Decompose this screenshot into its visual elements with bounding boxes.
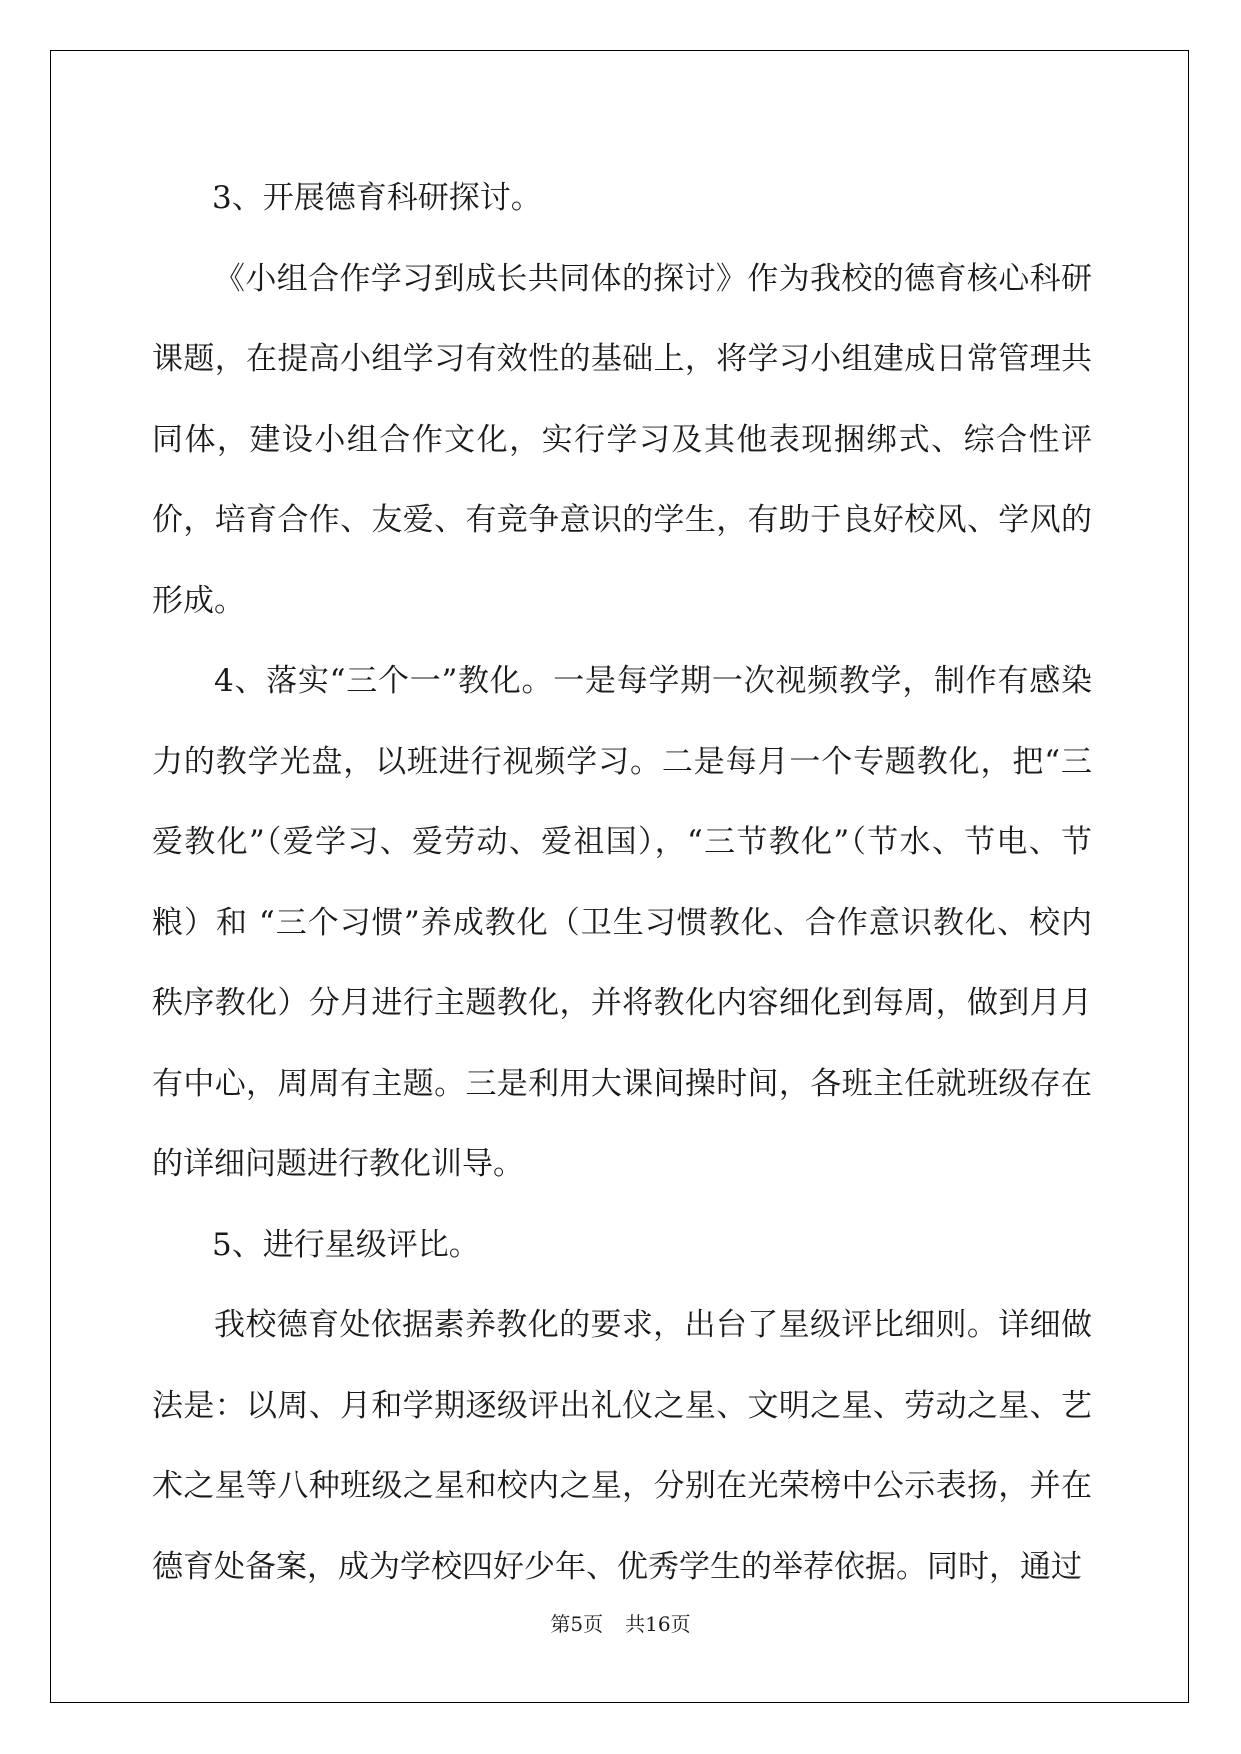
section-heading: 3、开展德育科研探讨。 [212, 180, 542, 216]
document-body [152, 158, 1092, 1607]
page-footer [0, 1608, 1241, 1637]
body-paragraph: 我校德育处依据素养教化的要求，出台了星级评比细则。详细做法是：以周、月和学期逐级评出礼仪之星、文明之星、劳动之星、艺术之星等八种班级之星和校内之星，分别在光荣榜中公示表扬，并在德育处备案，成为学校四好少年、优秀学生的举荐依据。同时，通过 [152, 1307, 1092, 1585]
body-paragraph: 4、落实“三个一”教化。一是每学期一次视频教学，制作有感染力的教学光盘，以班进行视频学习。二是每月一个专题教化，把“三爱教化”（爱学习、爱劳动、爱祖国），“三节教化”（节水、节电、节粮）和 “三个习惯”养成教化（卫生习惯教化、合作意识教化、校内秩序教化）分月进行主题教化，并将教化内容细化到每周，做到月月有中心，周周有主题。三是利用大课间操时间，各班主任就班级存在的详细问题进行教化训导。 [152, 663, 1092, 1182]
page-number: 第5页 [550, 1612, 604, 1636]
section-heading: 5、进行星级评比。 [212, 1226, 480, 1263]
page-total: 共16页 [625, 1612, 691, 1636]
body-paragraph: 《小组合作学习到成长共同体的探讨》作为我校的德育核心科研课题，在提高小组学习有效性的基础上，将学习小组建成日常管理共同体，建设小组合作文化，实行学习及其他表现捆绑式、综合性评价，培育合作、友爱、有竞争意识的学生，有助于良好校风、学风的形成。 [152, 260, 1092, 619]
